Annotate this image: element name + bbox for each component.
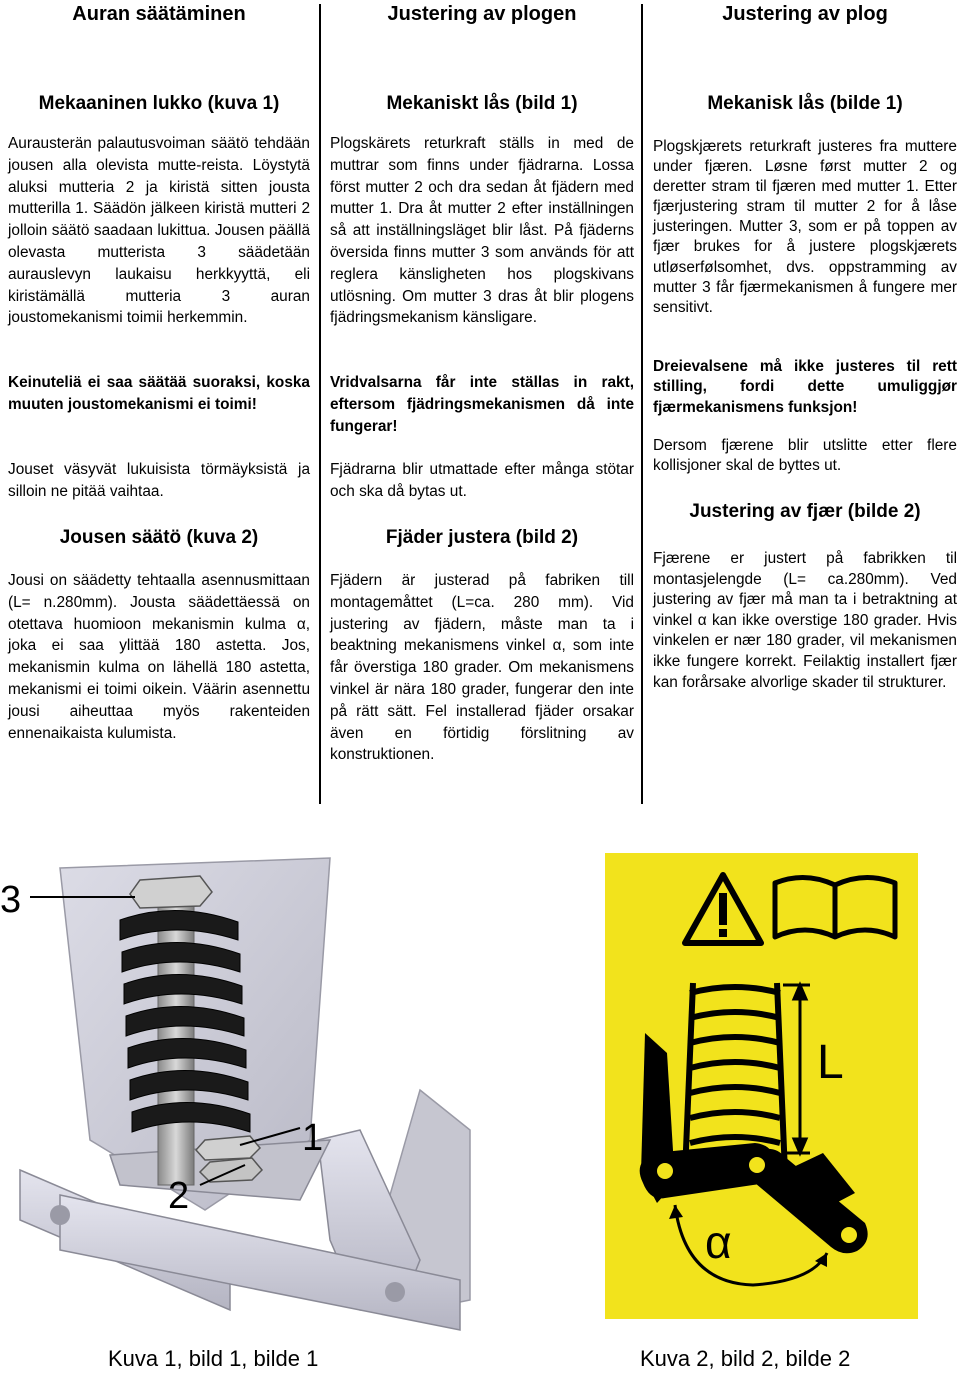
lock-text: Aurausterän palautusvoiman säätö tehdään jousen alla olevista mutte-reista. Löystytä aluksi mutteria 2 ja kiristä sitten jousta mutterilla 1. Säädön jälkeen kiristä mutteri 2 jolloin säätö saadaan lukittua. Jousen päällä olevasta mutterista 3 säädetään aurauslevyn laukaisu herkkyyttä, eli kiristämällä mutteria 3 auran joustomekanismi toimii herkemmin.	[8, 135, 310, 327]
angle-label: α	[705, 1216, 732, 1268]
wear-text: Dersom fjærene blir utslitte etter flere kollisjoner skal de byttes ut.	[653, 437, 957, 475]
label-nut-1: 1	[302, 1117, 324, 1159]
warning-sticker-drawing	[605, 853, 918, 1319]
label-nut-3: 3	[0, 879, 22, 921]
section-title: Auran säätäminen	[72, 3, 246, 25]
lock-heading: Mekaniskt lås (bild 1)	[386, 93, 578, 114]
figure2-caption: Kuva 2, bild 2, bilde 2	[640, 1346, 851, 1371]
lock-text: Plogskjærets returkraft justeres fra muttere under fjæren. Løsne først mutter 2 og deretter stram til fjæren med mutter 1. Etter fjærjustering stram til mutter 2 for å låse justeringen. Mutter 3, som er på toppen av fjær brukes for å justere plogskjærets utløserfølsomhet, dvs. oppstramming av mutter 3 får fjærmekanismen å fungere mer sensitivt.	[653, 138, 957, 316]
lock-heading: Mekanisk lås (bilde 1)	[707, 93, 903, 114]
wear-text: Fjädrarna blir utmattade efter många stötar och ska då bytas ut.	[330, 461, 634, 500]
figure1-caption: Kuva 1, bild 1, bilde 1	[108, 1346, 319, 1371]
wear-text: Jouset väsyvät lukuisista törmäyksistä ja silloin ne pitää vaihtaa.	[8, 461, 310, 500]
spring-text: Fjærene er justert på fabrikken til montasjelengde (L= ca.280mm). Ved justering av fjær må man ta i betraktning at vinkel α kan ikke overstige 180 grader. Hvis vinkelen er nær 180 grader, vil mekanismen ikke fungere korrekt. Feilaktig installert fjær kan forårsake alvorlige skader til strukturer.	[653, 550, 957, 691]
figure-spring-warning-sticker	[605, 853, 918, 1319]
nut-1	[196, 1136, 260, 1160]
figure-mechanical-lock	[0, 840, 480, 1340]
spring-heading: Jousen säätö (kuva 2)	[59, 527, 259, 548]
warning-text: Vridvalsarna får inte ställas in rakt, eftersom fjädringsmekanismen då inte fungerar!	[330, 374, 634, 435]
spring-heading: Justering av fjær (bilde 2)	[689, 501, 921, 522]
column-divider-1	[319, 4, 321, 804]
column-divider-2	[641, 4, 643, 804]
lock-heading: Mekaaninen lukko (kuva 1)	[38, 93, 280, 114]
pivot-hole	[50, 1205, 70, 1225]
pivot-hole	[385, 1282, 405, 1302]
spring-text: Jousi on säädetty tehtaalla asennusmittaan (L= n.280mm). Jousta säädettäessä on otettava huomioon mekanismin kulma α, joka ei saa ylittää 180 astetta. Jos, mekanismin kulma on lähellä 180 astetta, mekanismi ei toimi oikein. Väärin asennettu jousi aiheuttaa myös rakenteiden ennenaikaista kulumista.	[8, 572, 310, 742]
section-title: Justering av plog	[722, 3, 888, 25]
length-label: L	[817, 1036, 844, 1089]
lock-text: Plogskärets returkraft ställs in med de muttrar som finns under fjädrarna. Lossa först mutter 2 och dra sedan åt fjädern med mutter 1. Dra åt mutter 2 efter inställningen så att inställningsläget blir låst. På fjäderns översida finns mutter 3 som används för att reglera känsligheten hos plogskivans utlösning. Om mutter 3 dras åt blir plogens fjädringsmekanism känsligare.	[330, 135, 634, 327]
warning-text: Dreievalsene må ikke justeres til rett stilling, fordi dette umuliggjør fjærmekanismens funksjon!	[653, 358, 957, 416]
warning-text: Keinuteliä ei saa säätää suoraksi, koska muuten joustomekanismi ei toimi!	[8, 374, 310, 413]
section-title: Justering av plogen	[387, 3, 577, 25]
figure-mechanical-lock-drawing	[0, 840, 480, 1340]
label-nut-2: 2	[168, 1175, 190, 1217]
spring-text: Fjädern är justerad på fabriken till montagemåttet (L=ca. 280 mm). Vid justering av fjädern, måste man ta i beaktning mekanismens vinkel α, som inte får överstiga 180 grader. Om mekanismens vinkel är nära 180 grader, fungerar den inte på rätt sätt. Fel installerad fjäder orsakar även en förtidig förslitning av konstruktionen.	[330, 572, 634, 764]
spring-heading: Fjäder justera (bild 2)	[385, 527, 579, 548]
nut-3	[130, 876, 212, 908]
